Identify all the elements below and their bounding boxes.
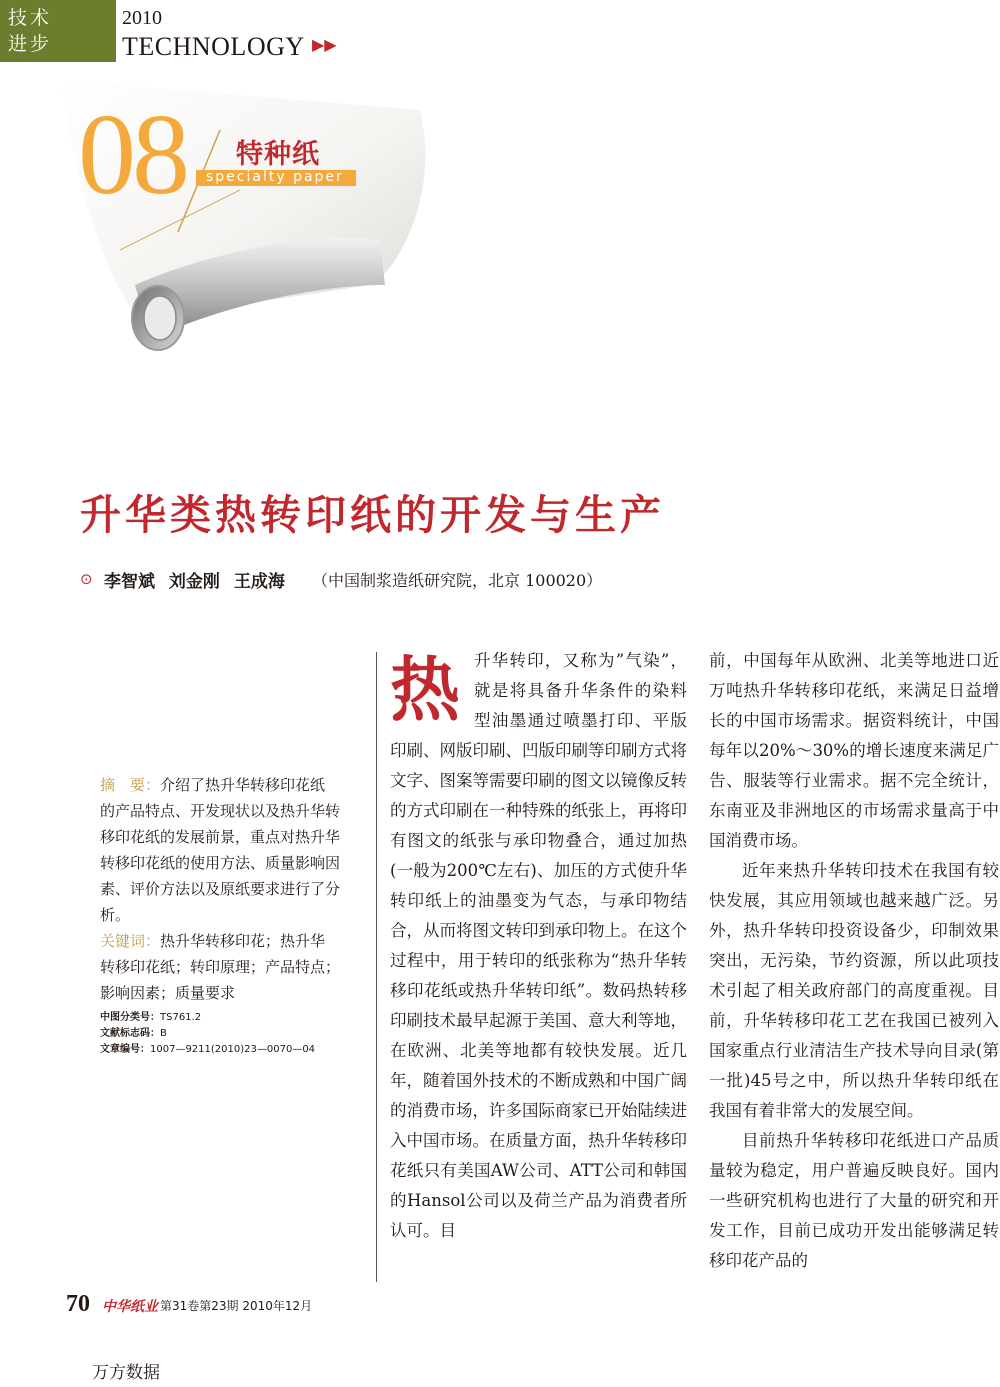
body-paragraph: 目前热升华转移印花纸进口产品质量较为稳定，用户普遍反映良好。国内一些研究机构也进行了大量的研究和开发工作，目前已成功开发出能够满足转移印花产品的 xyxy=(709,1131,999,1270)
author-bullet-icon: ⊙ xyxy=(80,570,93,588)
article-authors: 李智斌 刘金刚 王成海 xyxy=(104,572,285,592)
header-category-block xyxy=(0,0,116,62)
keywords-label: 关键词 xyxy=(100,932,146,950)
section-number: 08 xyxy=(78,91,186,219)
body-column-1 xyxy=(390,646,687,1246)
column-divider xyxy=(376,652,377,1282)
body-paragraph: 升华转印，又称为”气染”，就是将具备升华条件的染料型油墨通过喷墨打印、平版印刷、网版印刷、凹版印刷等印刷方式将文字、图案等需要印刷的图文以镜像反转的方式印刷在一种特殊的纸张上，再将印有图文的纸张与承印物叠合，通过加热(一般为200℃左右)、加压的方式使升华转印纸上的油墨变为气态，与承印物结合，从而将图文转印到承印物上。在这个过程中，用于转印的纸张称为“热升华转移印花纸或热升华转印纸”。数码热转移印刷技术最早起源于美国、意大利等地，在欧洲、北美等地都有较快发展。近几年，随着国外技术的不断成熟和中国广阔的消费市场，许多国际商家已开始陆续进入中国市场。在质量方面，热升华转移印花纸只有美国AW公司、ATT公司和韩国的Hansol公司以及荷兰产品为消费者所认可。目 xyxy=(390,651,687,1240)
drop-cap: 热 xyxy=(390,649,460,731)
meta-clc: 中图分类号：TS761.2 xyxy=(100,1012,202,1023)
section-subtitle-en: specialty paper xyxy=(206,169,344,185)
abstract-text: 介绍了热升华转移印花纸的产品特点、开发现状以及热升华转移印花纸的发展前景，重点对热升华转移印花纸的使用方法、质量影响因素、评价方法以及原纸要求进行了分析。 xyxy=(100,776,341,924)
journal-logo: 中华纸业 xyxy=(102,1299,158,1315)
body-column-2 xyxy=(709,646,999,1276)
section-title: 特种纸 xyxy=(236,139,320,170)
abstract-block: 摘 要：介绍了热升华转移印花纸的产品特点、开发现状以及热升华转移印花纸的发展前景，重点对热升华转移印花纸的使用方法、质量影响因素、评价方法以及原纸要求进行了分析。 关键词：热升华转移印花；热升华转移印花纸；转印原理；产品特点；影响因素；质量要求 xyxy=(100,776,341,1002)
meta-article-no: 文章编号：1007—9211(2010)23—0070—04 xyxy=(100,1044,316,1055)
header-technology: TECHNOLOGY xyxy=(122,32,305,61)
body-paragraph: 前，中国每年从欧洲、北美等地进口近万吨热升华转移印花纸，来满足日益增长的中国市场需求。据资料统计，中国每年以20%～30%的增长速度来满足广告、服装等行业需求。据不完全统计，东南亚及非洲地区的市场需求量高于中国消费市场。 xyxy=(709,651,999,850)
double-arrow-icon: ▶▶ xyxy=(312,35,337,54)
header-category-line2: 进步 xyxy=(8,33,53,55)
body-paragraph: 近年来热升华转印技术在我国有较快发展，其应用领域也越来越广泛。另外，热升华转印投资设备少，印制效果突出，无污染，节约资源，所以此项技术引起了相关政府部门的高度重视。目前，升华转移印花工艺在我国已被列入国家重点行业清洁生产技术导向目录(第一批)45号之中，所以热升华转印纸在我国有着非常大的发展空间。 xyxy=(709,861,999,1120)
article-affiliation: （中国制浆造纸研究院，北京 100020） xyxy=(312,571,603,590)
article-title: 升华类热转印纸的开发与生产 xyxy=(80,491,665,539)
issue-info: 第31卷第23期 2010年12月 xyxy=(160,1299,313,1313)
watermark: 万方数据 xyxy=(92,1363,160,1383)
header-category-line1: 技术 xyxy=(8,7,53,29)
abstract-label: 摘 要 xyxy=(100,776,146,794)
header-year: 2010 xyxy=(122,7,162,29)
page-number: 70 xyxy=(66,1291,90,1317)
keywords-text: 热升华转移印花；热升华转移印花纸；转印原理；产品特点；影响因素；质量要求 xyxy=(100,932,341,1002)
meta-doc-code: 文献标志码：B xyxy=(100,1028,167,1039)
